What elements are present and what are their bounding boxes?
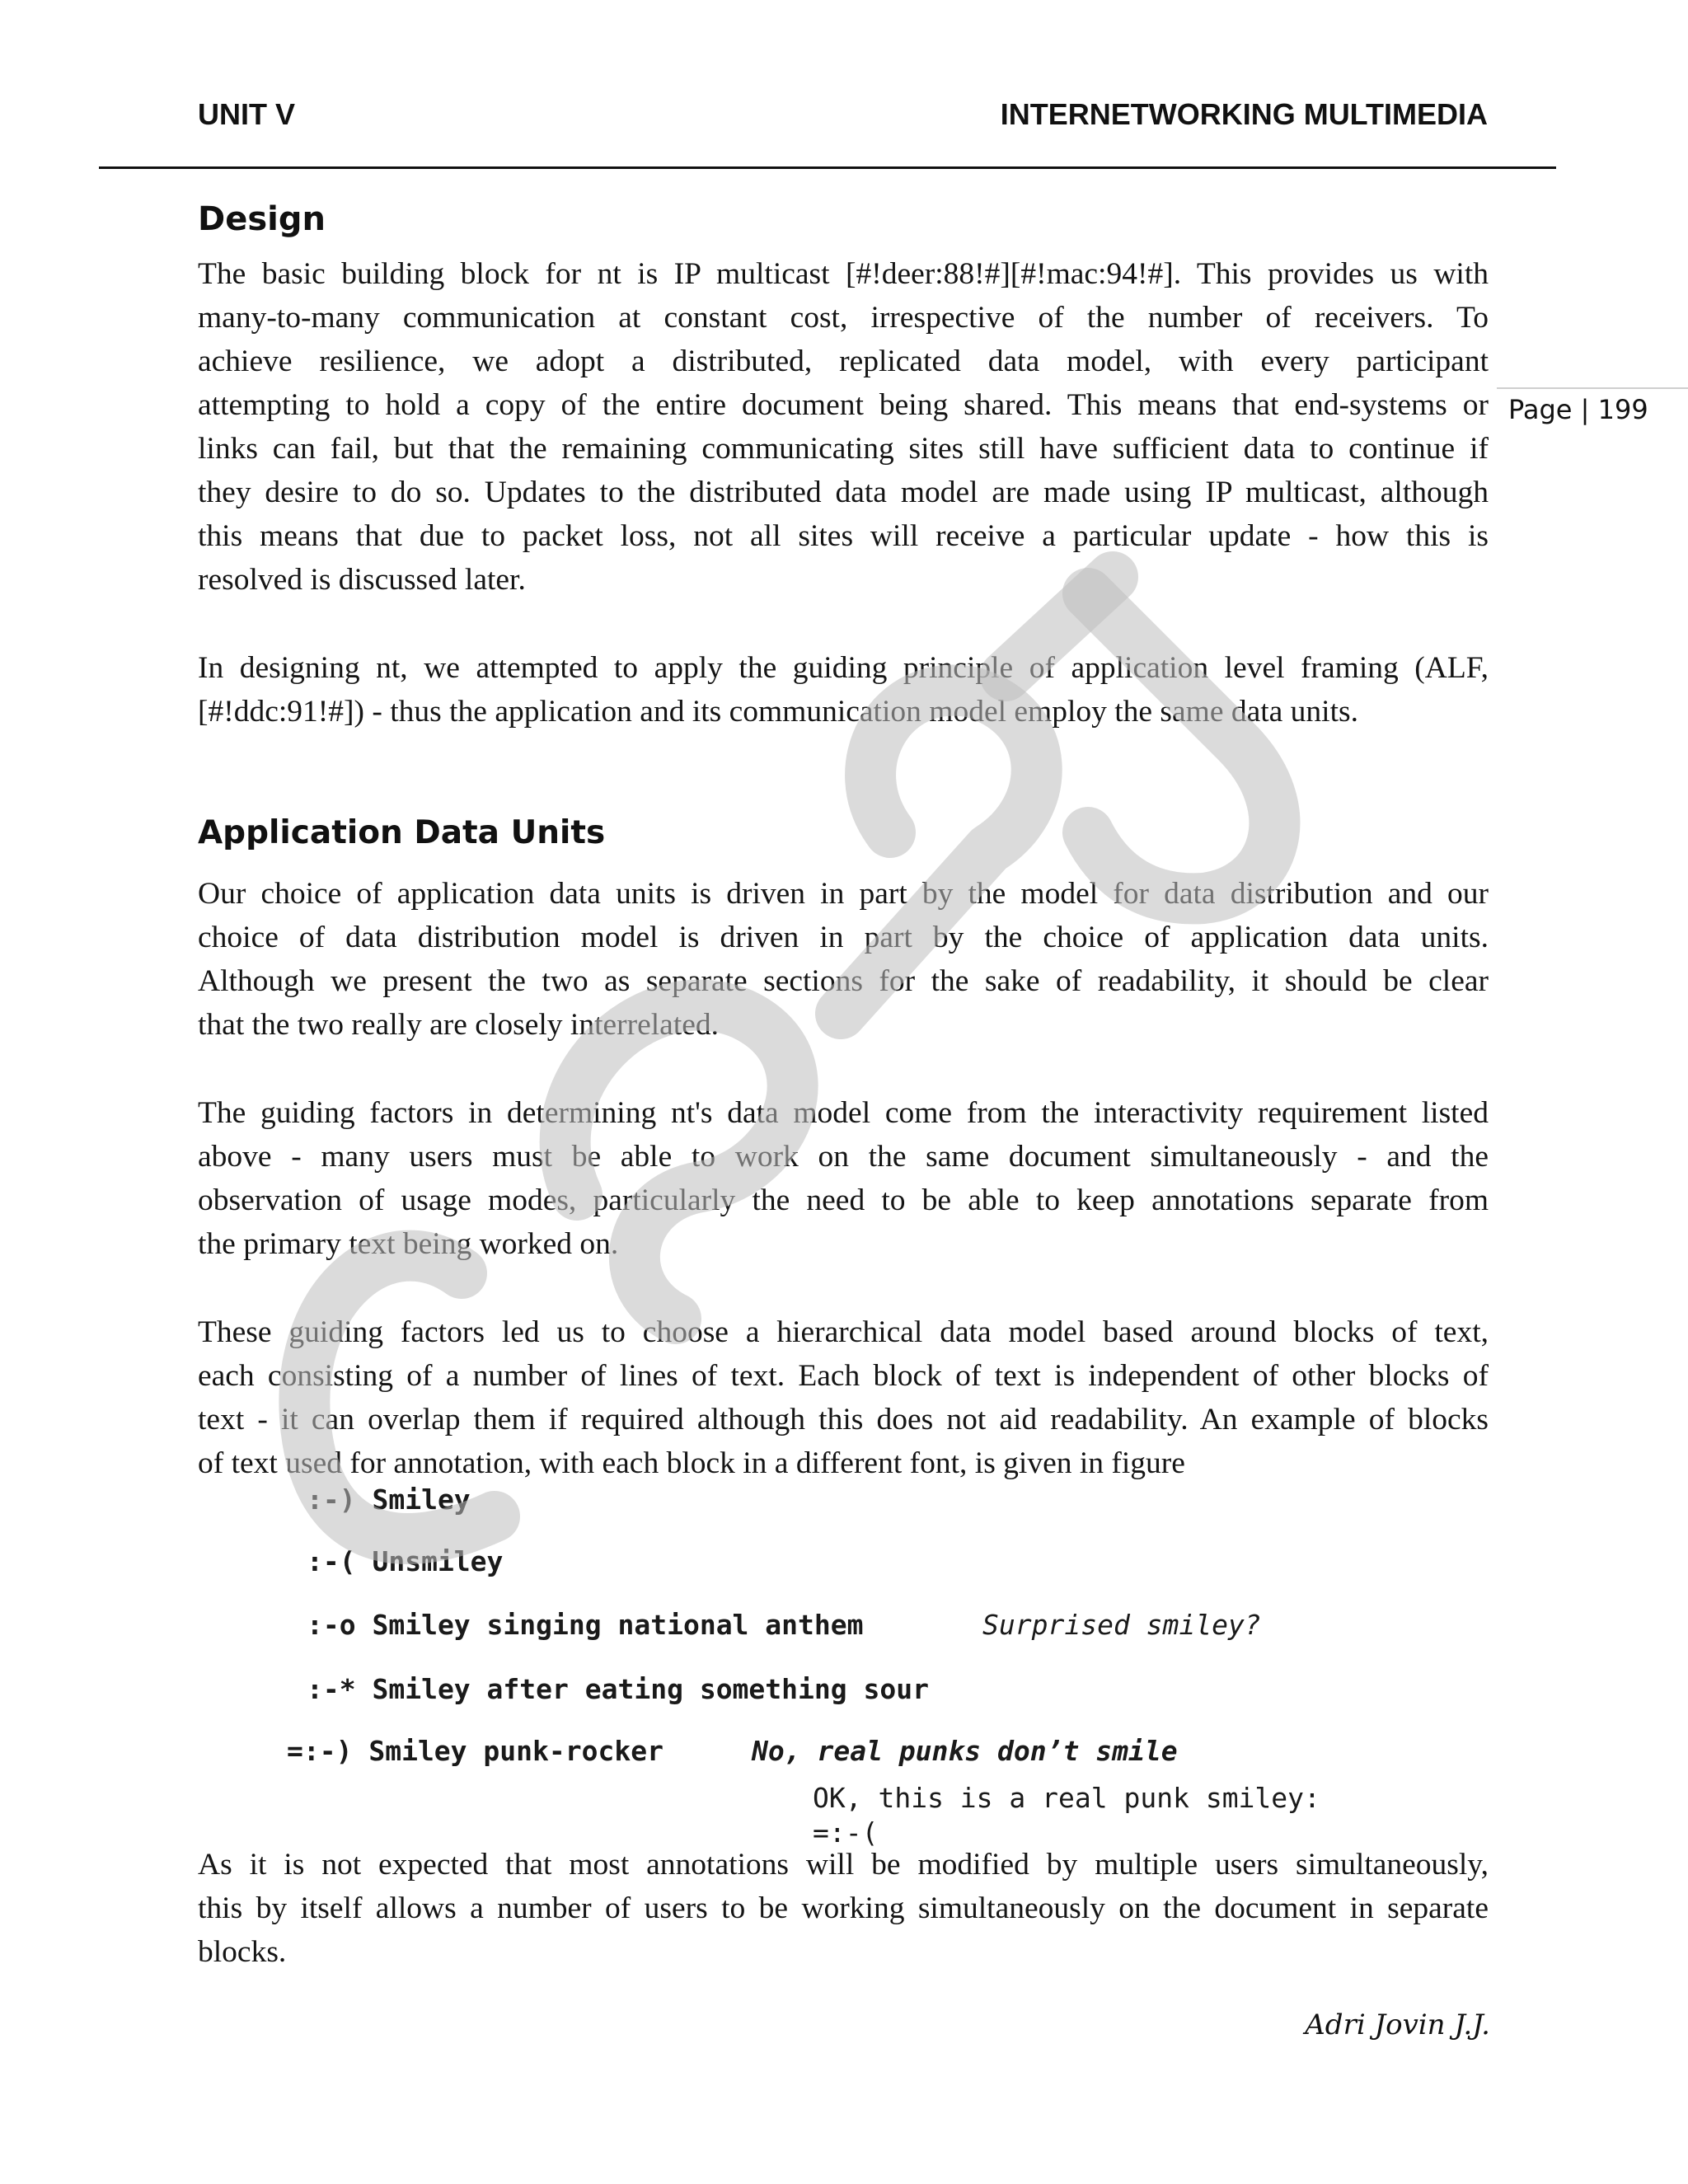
header-title: INTERNETWORKING MULTIMEDIA — [1000, 97, 1488, 131]
text-line: choice of data distribution model is driven in part by the choice of application data units. — [198, 921, 1489, 954]
text-line: that the two really are closely interrelated. — [198, 1008, 720, 1042]
text-line: In designing nt, we attempted to apply the guiding principle of application level framing (ALF, — [198, 651, 1489, 685]
paragraph-design-1 — [198, 252, 1489, 602]
text-line: The guiding factors in determining nt's data model come from the interactivity requirement listed — [198, 1096, 1489, 1130]
text-line: [#!ddc:91!#]) - thus the application and its communication model employ the same data units. — [198, 695, 1358, 729]
paragraph-adu-1 — [198, 872, 1489, 1047]
figure-line-sour: :-* Smiley after eating something sour — [307, 1673, 929, 1705]
figure-note-ok-punk: OK, this is a real punk smiley: — [813, 1782, 1320, 1814]
paragraph-adu-4 — [198, 1843, 1489, 1974]
text-line: Our choice of application data units is driven in part by the model for data distribution and our — [198, 877, 1489, 911]
header-rule — [99, 166, 1556, 169]
figure-line-punk: =:-) Smiley punk-rocker — [287, 1735, 663, 1767]
text-line: text - it can overlap them if required although this does not aid readability. An example of blocks — [198, 1403, 1489, 1436]
figure-line-anthem: :-o Smiley singing national anthem — [307, 1609, 864, 1641]
figure-line-smiley: :-) Smiley — [307, 1483, 471, 1516]
text-line: observation of usage modes, particularly the need to be able to keep annotations separate from — [198, 1183, 1489, 1217]
paragraph-design-2 — [198, 646, 1489, 733]
figure-note-punk-smiley: =:-( — [813, 1816, 879, 1849]
text-line: As it is not expected that most annotations will be modified by multiple users simultaneously, — [198, 1848, 1489, 1882]
header-unit: UNIT V — [198, 97, 296, 131]
text-line: the primary text being worked on. — [198, 1227, 619, 1261]
figure-line-unsmiley: :-( Unsmiley — [307, 1545, 504, 1577]
author-signature: Adri Jovin J.J. — [1305, 2008, 1490, 2041]
page-number: Page | 199 — [1508, 394, 1648, 425]
text-line: links can fail, but that the remaining communicating sites still have sufficient data to continue if — [198, 432, 1489, 466]
text-line: Although we present the two as separate sections for the sake of readability, it should be clear — [198, 964, 1489, 998]
paragraph-adu-3 — [198, 1310, 1489, 1485]
section-heading-design: Design — [198, 200, 326, 238]
text-line: they desire to do so. Updates to the distributed data model are made using IP multicast, although — [198, 476, 1489, 509]
page-number-rule — [1497, 387, 1688, 389]
text-line: resolved is discussed later. — [198, 563, 526, 597]
section-heading-application-data-units: Application Data Units — [198, 814, 606, 851]
text-line: this means that due to packet loss, not all sites will receive a particular update - how this is — [198, 519, 1489, 553]
figure-note-real-punks: No, real punks don’t smile — [752, 1735, 1178, 1767]
text-line: The basic building block for nt is IP multicast [#!deer:88!#][#!mac:94!#]. This provides us with — [198, 257, 1489, 291]
text-line: of text used for annotation, with each block in a different font, is given in figure — [198, 1446, 1185, 1480]
figure-note-surprised: Surprised smiley? — [982, 1609, 1261, 1641]
paragraph-adu-2 — [198, 1091, 1489, 1266]
watermark-stroke — [1088, 593, 1274, 898]
text-line: this by itself allows a number of users to be working simultaneously on the document in separate — [198, 1891, 1489, 1925]
text-line: attempting to hold a copy of the entire document being shared. This means that end-systems or — [198, 388, 1489, 422]
text-line: These guiding factors led us to choose a hierarchical data model based around blocks of text, — [198, 1315, 1489, 1349]
text-line: above - many users must be able to work on the same document simultaneously - and the — [198, 1140, 1489, 1174]
text-line: blocks. — [198, 1935, 287, 1969]
text-line: each consisting of a number of lines of text. Each block of text is independent of other blocks of — [198, 1359, 1489, 1393]
text-line: achieve resilience, we adopt a distributed, replicated data model, with every participant — [198, 344, 1489, 378]
text-line: many-to-many communication at constant cost, irrespective of the number of receivers. To — [198, 301, 1489, 335]
